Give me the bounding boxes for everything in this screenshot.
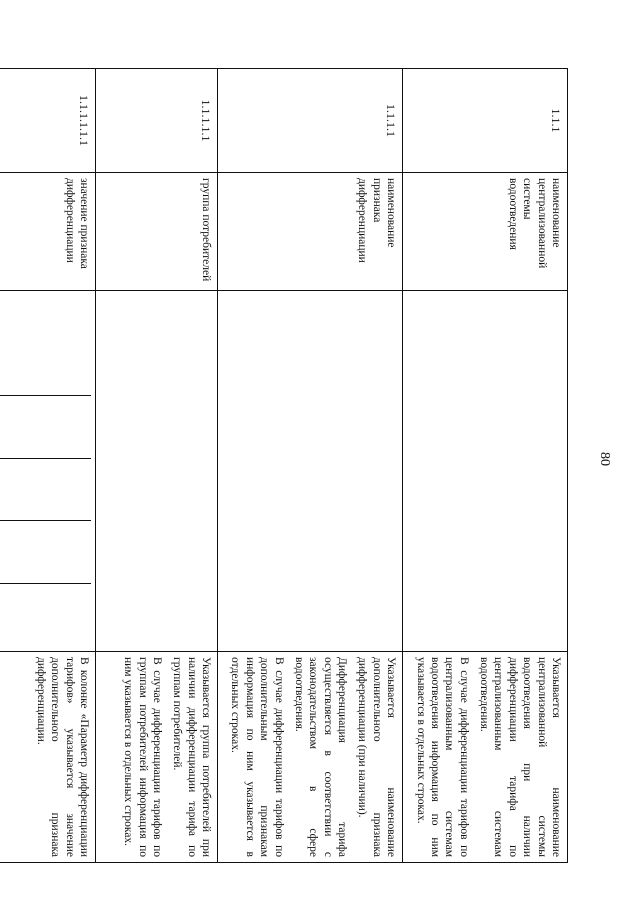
row-description <box>96 652 218 863</box>
value-subcell <box>0 583 91 646</box>
row-description <box>218 652 403 863</box>
value-subcell <box>0 520 91 583</box>
row-description <box>403 652 568 863</box>
row-description <box>0 652 96 863</box>
row-number: 1.1.1 <box>403 69 568 173</box>
description-paragraph: В случае дифференциации тарифов по группам потребителей информация по ним указывается в отдельных строках. <box>122 657 163 857</box>
value-subcell <box>0 395 91 458</box>
value-cell <box>218 291 403 652</box>
row-name: наименование централизованной системы водоотведения <box>403 173 568 291</box>
row-number: 1.1.1.1 <box>218 69 403 173</box>
description-paragraph: Указывается наименование централизованной системы водоотведения при наличии дифференциации тарифа по централизованным системам водоотведения. <box>478 657 562 857</box>
table-row <box>403 69 568 863</box>
tariff-parameters-table <box>0 68 568 863</box>
table-row <box>0 69 96 863</box>
description-paragraph: Указывается группа потребителей при наличии дифференциации тарифа по группам потребителей. <box>171 657 213 857</box>
row-name: наименование признака дифференциации <box>218 173 403 291</box>
page-number: 80 <box>597 452 612 466</box>
description-paragraph: В случае дифференциации тарифов по дополнительным признакам информация по ним указывается в отдельных строках. <box>229 657 285 857</box>
row-number: 1.1.1.1.1 <box>96 69 218 173</box>
row-name: значение признака дифференциации <box>0 173 96 291</box>
value-cell <box>96 291 218 652</box>
value-subcell <box>0 296 91 395</box>
description-paragraph: Указывается наименование дополнительного признака дифференциации (при наличии). <box>356 657 398 857</box>
value-subcell <box>0 458 91 521</box>
row-number: 1.1.1.1.1.1 <box>0 69 96 173</box>
description-paragraph: В колонке «Параметр дифференциации тарифов» указывается значение дополнительного признака дифференциации. <box>35 657 91 857</box>
row-name: группа потребителей <box>96 173 218 291</box>
value-subcolumns <box>0 296 91 646</box>
value-cell <box>403 291 568 652</box>
description-paragraph: Дифференциация тарифа осуществляется в соответствии с законодательством в сфере водоотведения. <box>293 657 349 857</box>
value-cell-split <box>0 291 96 652</box>
table-row <box>96 69 218 863</box>
rotated-table-sheet <box>35 68 568 862</box>
description-paragraph: В случае дифференциации тарифов по централизованным системам водоотведения информация по ним указывается в отдельных строках. <box>414 657 470 857</box>
table-row <box>218 69 403 863</box>
